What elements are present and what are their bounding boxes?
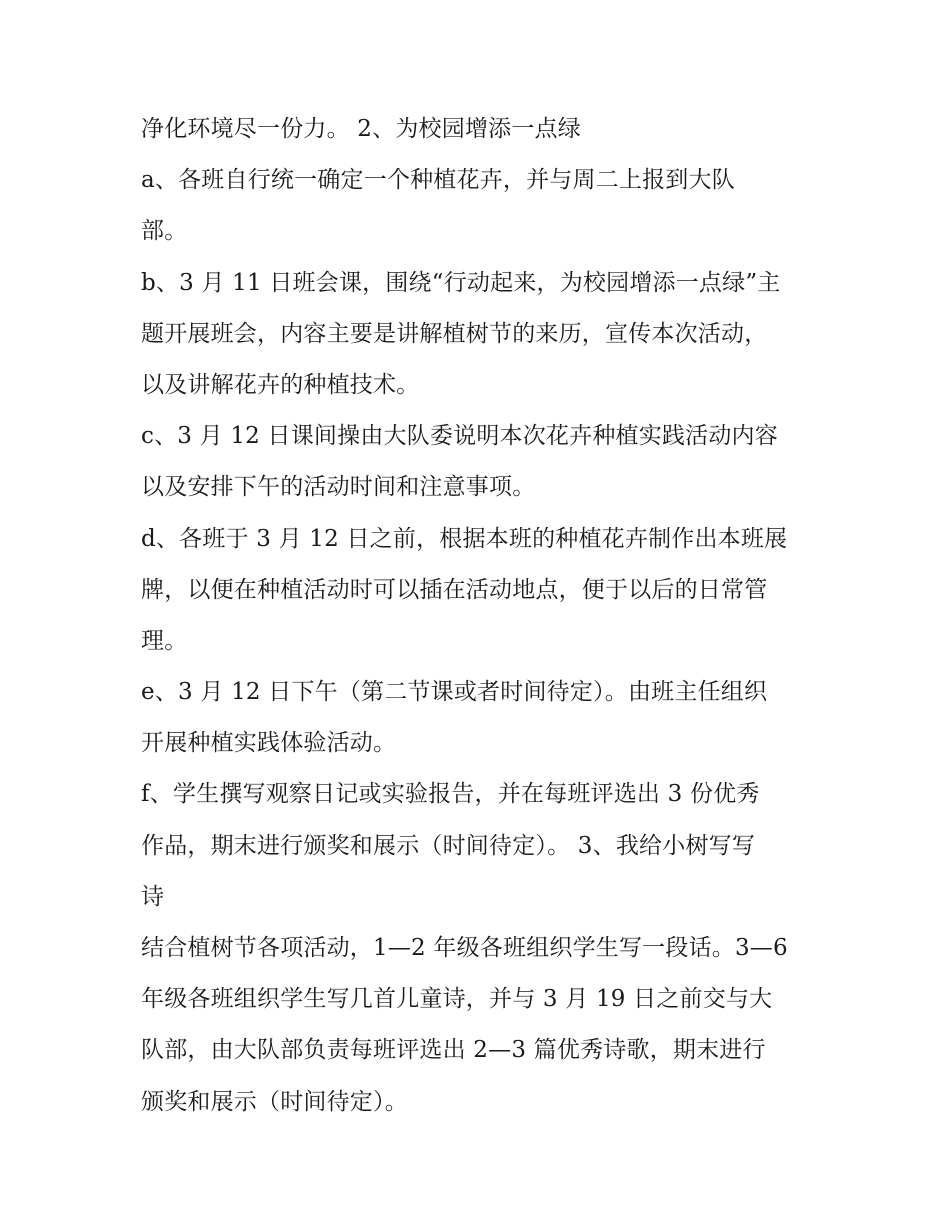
- document-body: [141, 104, 821, 1128]
- text-line: 颁奖和展示（时间待定）。: [141, 1088, 408, 1115]
- text-line: a、各班自行统一确定一个种植花卉，并与周二上报到大队: [141, 167, 735, 194]
- text-line: 净化环境尽一份力。 2、为校园增添一点绿: [141, 116, 581, 142]
- text-line: d、各班于 3 月 12 日之前，根据本班的种植花卉制作出本班展: [141, 525, 788, 552]
- text-line: 理。: [141, 627, 188, 654]
- text-line: b、3 月 11 日班会课，围绕“行动起来，为校园增添一点绿”主: [141, 269, 781, 296]
- text-line: c、3 月 12 日课间操由大队委说明本次花卉种植实践活动内容: [141, 423, 778, 450]
- text-line: 以及安排下午的活动时间和注意事项。: [141, 474, 536, 501]
- text-line: 队部，由大队部负责每班评选出 2—3 篇优秀诗歌，期末进行: [141, 1037, 766, 1064]
- text-line: 牌，以便在种植活动时可以插在活动地点，便于以后的日常管: [141, 576, 768, 603]
- text-line: 以及讲解花卉的种植技术。: [141, 371, 420, 398]
- text-line: f、学生撰写观察日记或实验报告，并在每班评选出 3 份优秀: [141, 781, 760, 808]
- text-line: e、3 月 12 日下午（第二节课或者时间待定）。由班主任组织: [141, 679, 768, 706]
- text-line: 诗: [141, 883, 165, 910]
- text-line: 部。: [141, 218, 188, 245]
- text-line: 结合植树节各项活动，1—2 年级各班组织学生写一段话。3—6: [141, 935, 788, 961]
- text-line: 题开展班会，内容主要是讲解植树节的来历，宣传本次活动，: [141, 320, 768, 347]
- text-line: 年级各班组织学生写几首儿童诗，并与 3 月 19 日之前交与大: [141, 986, 773, 1013]
- text-line: 开展种植实践体验活动。: [141, 730, 397, 757]
- text-line: 作品，期末进行颁奖和展示（时间待定）。 3、我给小树写写: [141, 832, 756, 859]
